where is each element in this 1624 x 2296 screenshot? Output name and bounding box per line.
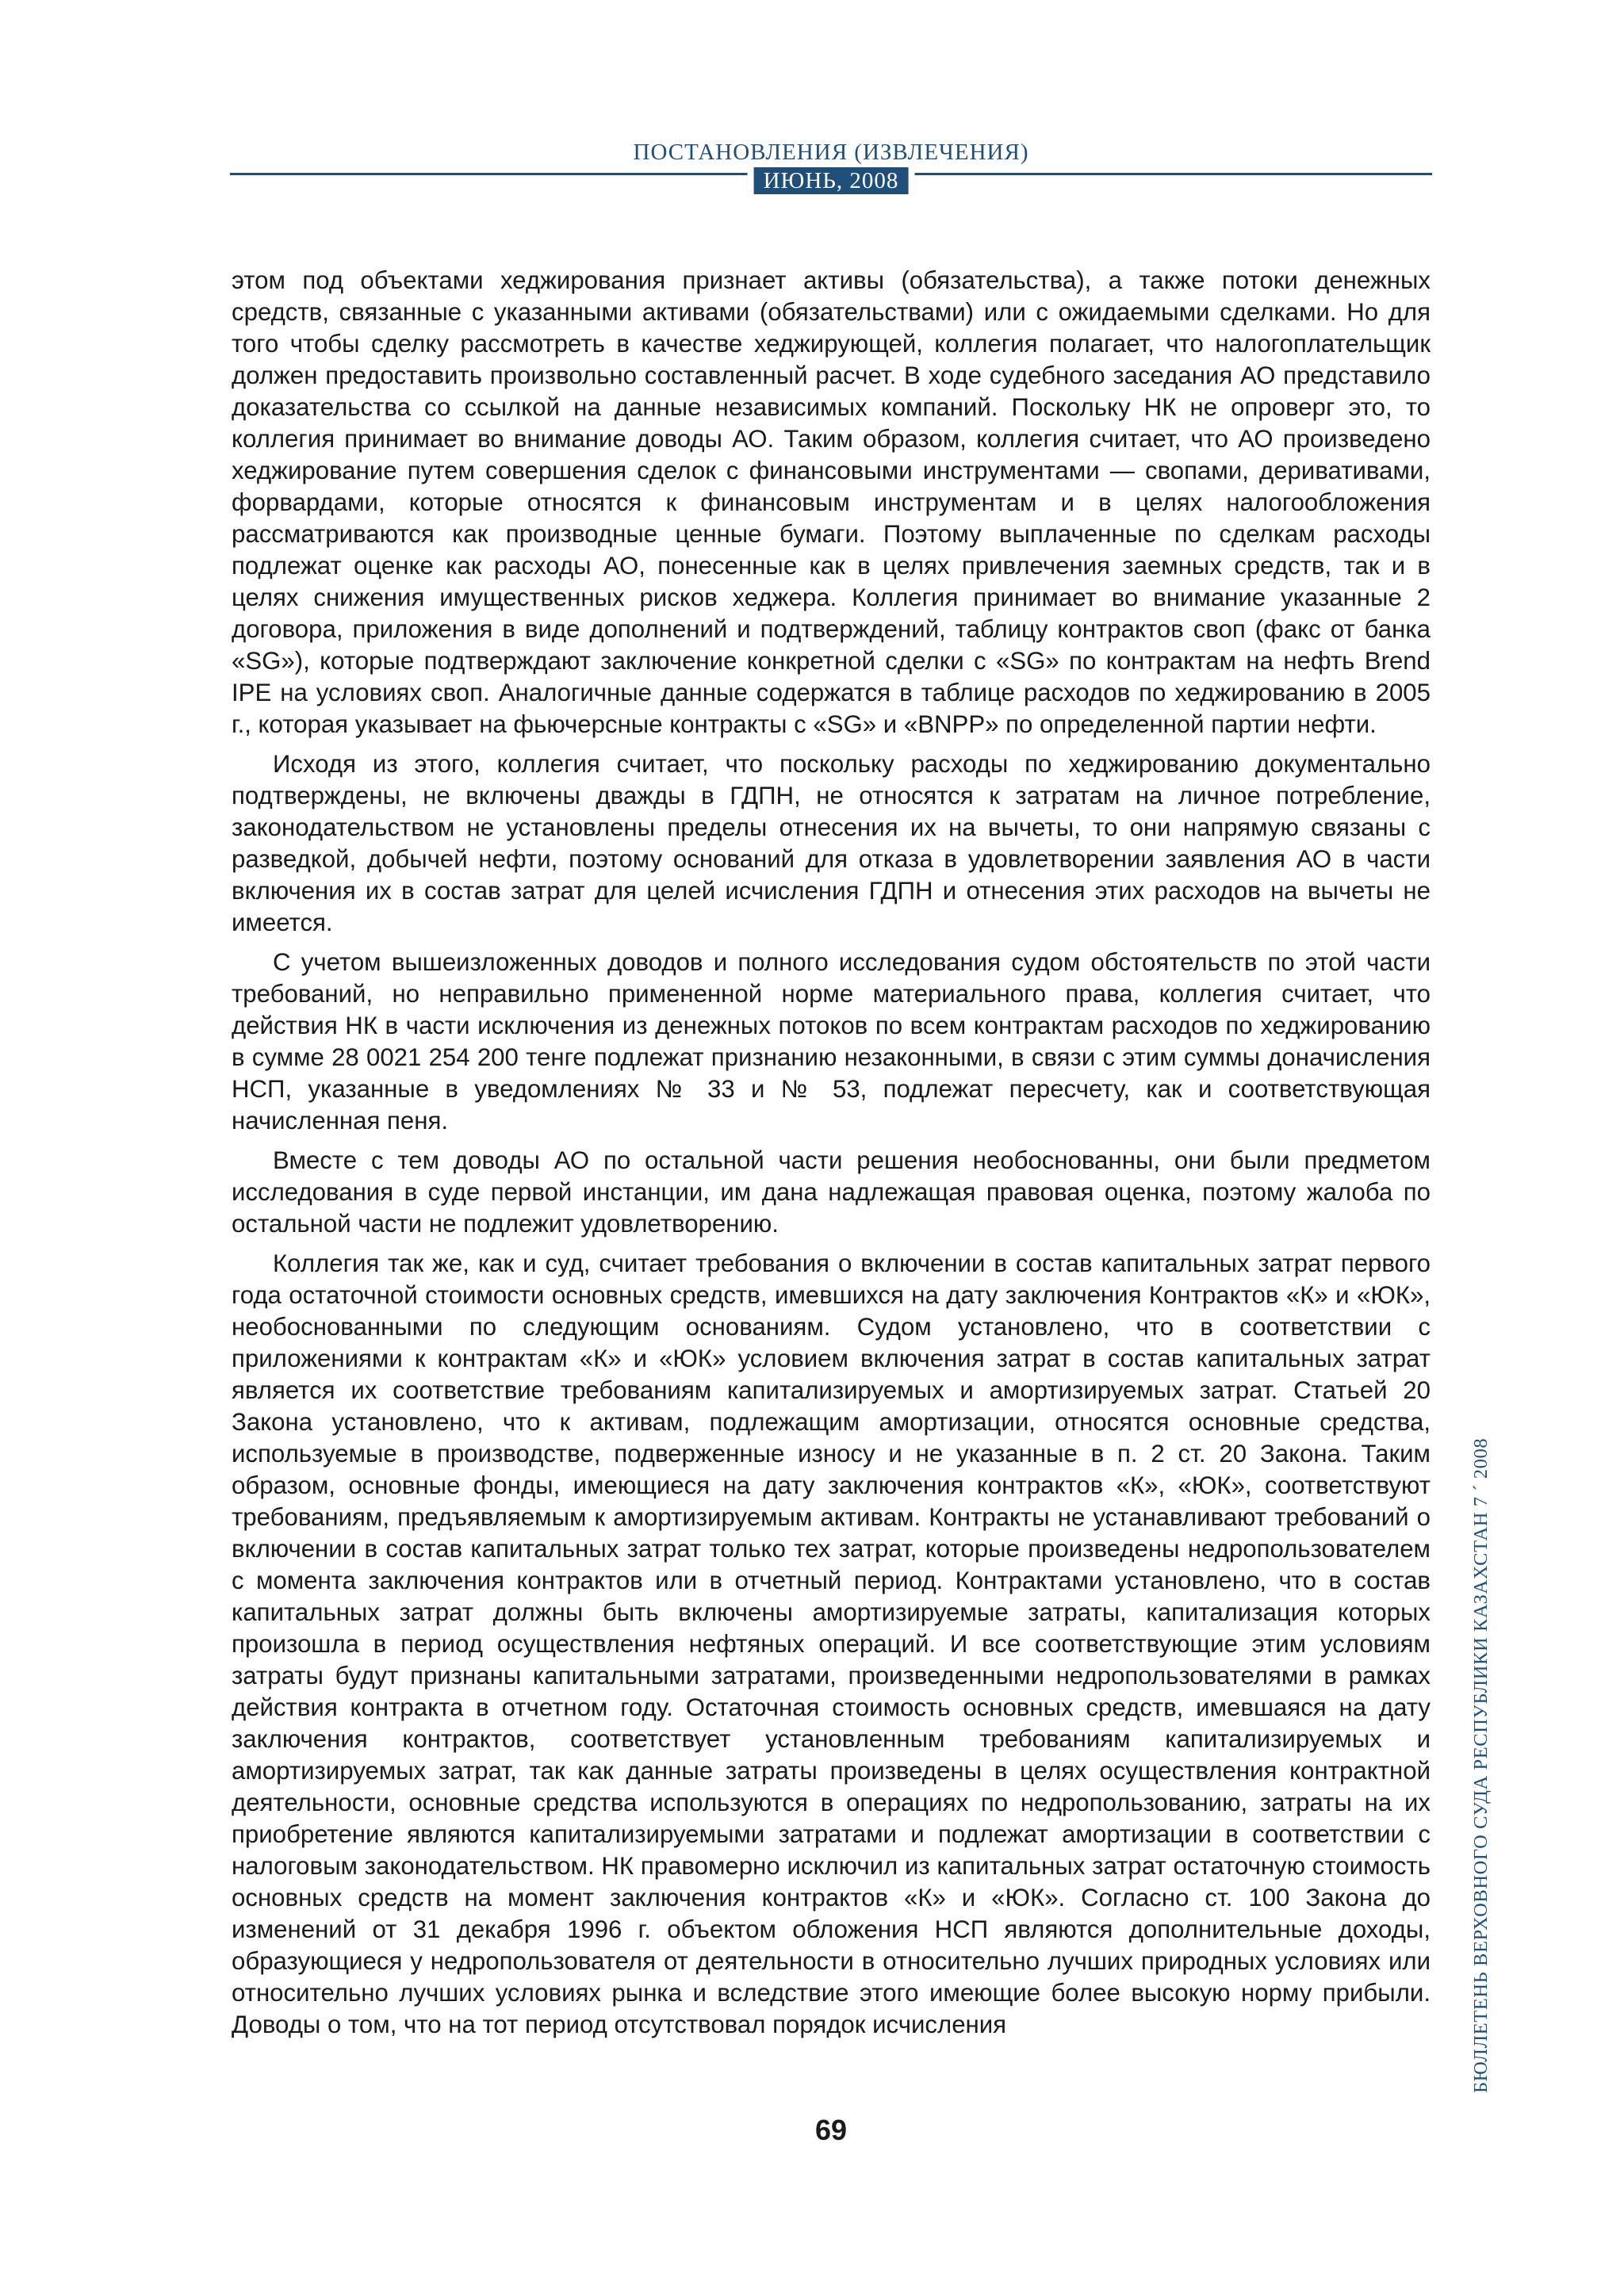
paragraph: Вместе с тем доводы АО по остальной части решения необоснованны, они были предметом исследования в суде первой инстанции, им дана надлежащая правовая оценка, поэтому жалоба по остальной части не подлежит удовлетворению. — [232, 1146, 1431, 1238]
running-header — [230, 140, 1432, 203]
page-number: 69 — [814, 2114, 848, 2146]
paragraph: Исходя из этого, коллегия считает, что поскольку расходы по хеджированию документально подтверждены, не включены дважды в ГДПН, не относятся к затратам на личное потребление, законодательством не установлены пределы отнесения их на вычеты, то они напрямую связаны с разведкой, добычей нефти, поэтому оснований для отказа в удовлетворении заявления АО в части включения их в состав затрат для целей исчисления ГДПН и отнесения этих расходов на вычеты не имеется. — [232, 750, 1431, 936]
header-title: ПОСТАНОВЛЕНИЯ (ИЗВЛЕЧЕНИЯ) — [633, 140, 1029, 165]
paragraph: С учетом вышеизложенных доводов и полного исследования судом обстоятельств по этой части требований, но неправильно примененной норме материального права, коллегия считает, что действия НК в части исключения из денежных потоков по всем контрактам расходов по хеджированию в сумме 28 0021 254 200 тенге подлежат признанию незаконными, в связи с этим суммы доначисления НСП, указанные в уведомлениях № 33 и № 53, подлежат пересчету, как и соответствующая начисленная пеня. — [232, 948, 1431, 1135]
paragraph: Коллегия так же, как и суд, считает требования о включении в состав капитальных затрат первого года остаточной стоимости основных средств, имевшихся на дату заключения Контрактов «К» и «ЮК», необоснованными по следующим основаниям. Судом установлено, что в соответствии с приложениями к контрактам «К» и «ЮК» условием включения затрат в состав капитальных затрат является их соответствие требованиям капитализируемых и амортизируемых затрат. Статьей 20 Закона установлено, что к активам, подлежащим амортизации, относятся основные средства, используемые в производстве, подверженные износу и не указанные в п. 2 ст. 20 Закона. Таким образом, основные фонды, имеющиеся на дату заключения контрактов «К», «ЮК», соответствуют требованиям, предъявляемым к амортизируемым активам. Контракты не устанавливают требований о включении в состав капитальных затрат только тех затрат, которые произведены недропользователем с момента заключения контрактов или в отчетный период. Контрактами установлено, что в состав капитальных затрат должны быть включены амортизируемые затраты, капитализация которых произошла в период осуществления нефтяных операций. И все соответствующие этим условиям затраты будут признаны капитальными затратами, произведенными недропользователями в рамках действия контракта в отчетном году. Остаточная стоимость основных средств, имевшаяся на дату заключения контрактов, соответствует установленным требованиям капитализируемых и амортизируемых затрат, так как данные затраты произведены в целях осуществления контрактной деятельности, основные средства используются в операциях по недропользованию, затраты на их приобретение являются капитализируемыми затратами и подлежат амортизации в соответствии с налоговым законодательством. НК правомерно исключил из капитальных затрат остаточную стоимость основных средств на момент заключения контрактов «К» и «ЮК». Согласно ст. 100 Закона до изменений от 31 декабря 1996 г. объектом обложения НСП являются дополнительные доходы, образующиеся у недропользователя от деятельности в относительно лучших природных условиях или относительно лучших условиях рынка и вследствие этого имеющие более высокую норму прибыли. Доводы о том, что на тот период отсутствовал порядок исчисления — [232, 1249, 1431, 2038]
side-journal-label: БЮЛЛЕТЕНЬ ВЕРХОВНОГО СУДА РЕСПУБЛИКИ КАЗАХСТАН 7 ´ 2008 — [1470, 1437, 1492, 2093]
header-date: ИЮНЬ, 2008 — [748, 167, 915, 194]
body-text — [232, 265, 1431, 2049]
paragraph: этом под объектами хеджирования признает активы (обязательства), а также потоки денежных средств, связанные с указанными активами (обязательствами) или с ожидаемыми сделками. Но для того чтобы сделку рассмотреть в качестве хеджирующей, коллегия полагает, что налогоплательщик должен предоставить произвольно составленный расчет. В ходе судебного заседания АО представило доказательства со ссылкой на данные независимых компаний. Поскольку НК не опроверг это, то коллегия принимает во внимание доводы АО. Таким образом, коллегия считает, что АО произведено хеджирование путем совершения сделок с финансовыми инструментами — свопами, деривативами, форвардами, которые относятся к финансовым инструментам и в целях налогообложения рассматриваются как производные ценные бумаги. Поэтому выплаченные по сделкам расходы подлежат оценке как расходы АО, понесенные как в целях привлечения заемных средств, так и в целях снижения имущественных рисков хеджера. Коллегия принимает во внимание указанные 2 договора, приложения в виде дополнений и подтверждений, таблицу контрактов своп (факс от банка «SG»), которые подтверждают заключение конкретной сделки с «SG» по контрактам на нефть Brend IPE на условиях своп. Аналогичные данные содержатся в таблице расходов по хеджированию в 2005 г., которая указывает на фьючерсные контракты с «SG» и «BNPP» по определенной партии нефти. — [232, 266, 1431, 738]
